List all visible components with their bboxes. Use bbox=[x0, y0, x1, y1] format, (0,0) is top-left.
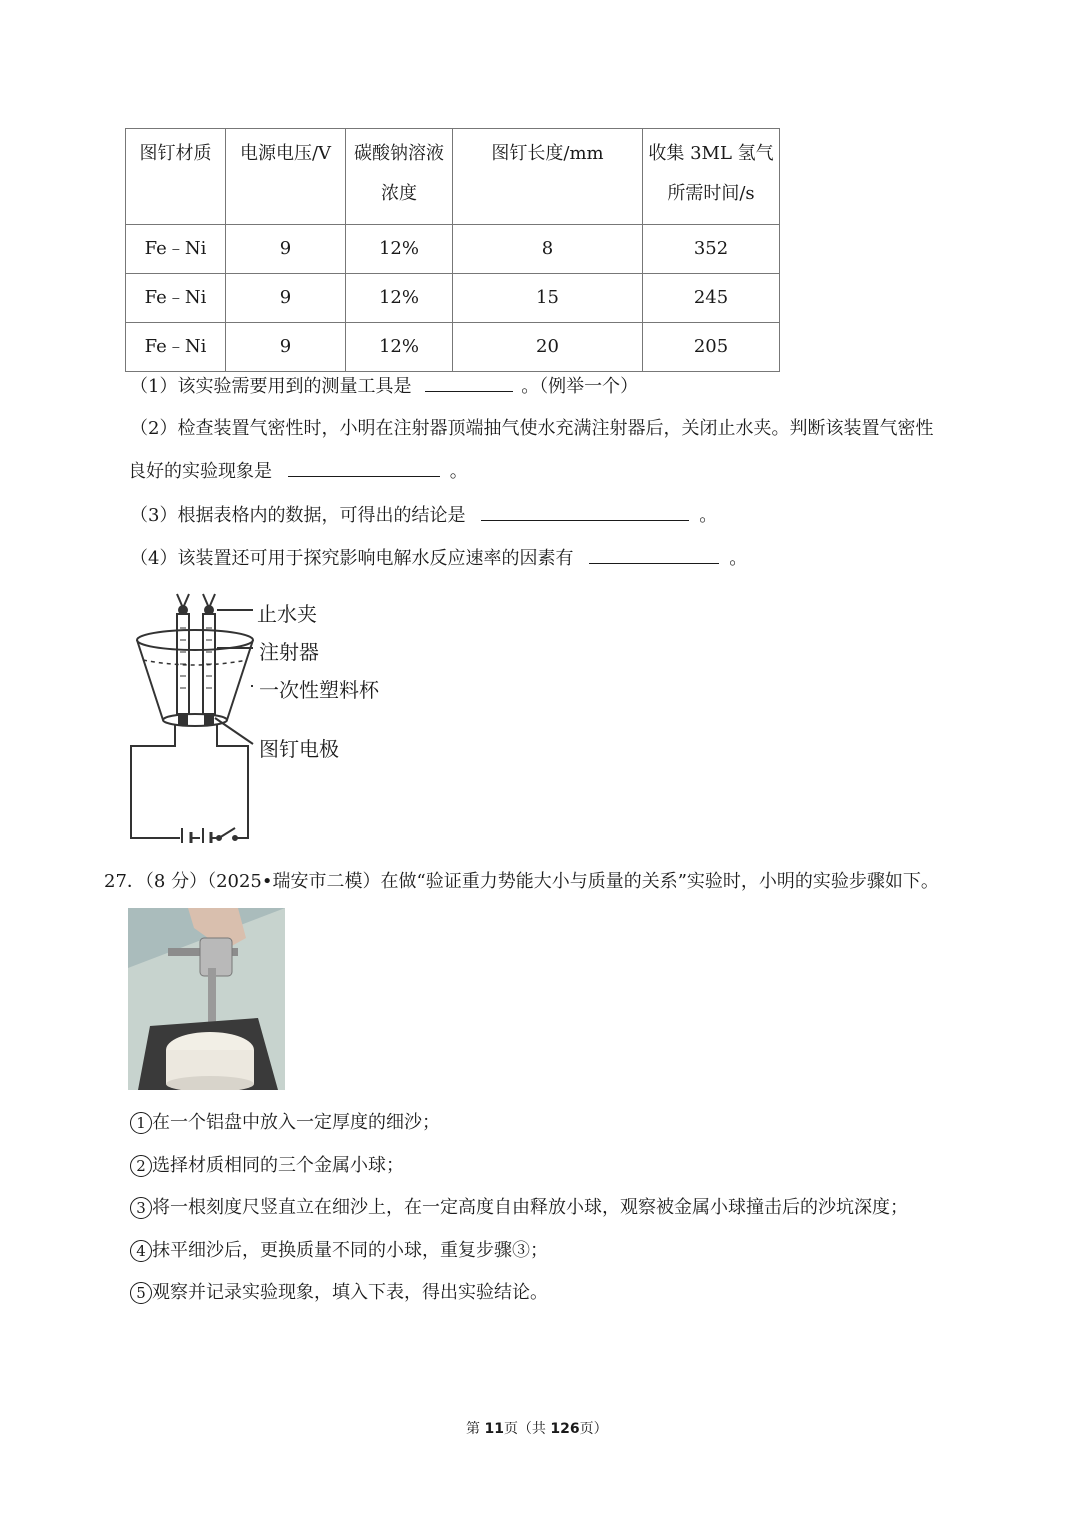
table-row bbox=[126, 225, 780, 274]
table-header-row bbox=[126, 129, 780, 225]
step-number-circle: 1 bbox=[130, 1112, 152, 1134]
table-cell: Fe﹣Ni bbox=[126, 274, 226, 323]
table-cell: 9 bbox=[226, 274, 346, 323]
answer-blank-4[interactable] bbox=[589, 545, 719, 564]
header-cell-time: 收集 3ML 氢气 所需时间/s bbox=[643, 129, 780, 225]
table-cell: 352 bbox=[643, 225, 780, 274]
question-1: （1）该实验需要用到的测量工具是 。（例举一个） bbox=[130, 373, 638, 400]
step-5: 5 观察并记录实验现象，填入下表，得出实验结论。 bbox=[130, 1280, 548, 1306]
question-2-line-2: 良好的实验现象是 。 bbox=[128, 458, 468, 485]
table-cell: 205 bbox=[643, 323, 780, 372]
step-3: 3 将一根刻度尺竖直立在细沙上，在一定高度自由释放小球，观察被金属小球撞击后的沙坑深度； bbox=[130, 1195, 908, 1221]
table-cell: 15 bbox=[453, 274, 643, 323]
table-cell: 20 bbox=[453, 323, 643, 372]
photo-drawing bbox=[128, 908, 285, 1090]
label-clip: 止水夹 bbox=[257, 602, 317, 626]
table-cell: 9 bbox=[226, 323, 346, 372]
table-row bbox=[126, 323, 780, 372]
table-cell: 12% bbox=[346, 225, 453, 274]
page-number: 11 bbox=[484, 1421, 504, 1437]
step-number-circle: 4 bbox=[130, 1240, 152, 1262]
problem-27-intro: 27．（8 分）（2025•瑞安市二模）在做“验证重力势能大小与质量的关系”实验时，小明的实验步骤如下。 bbox=[104, 871, 939, 892]
answer-blank-2[interactable] bbox=[288, 458, 440, 477]
experiment-table bbox=[125, 128, 780, 372]
header-cell-concentration: 碳酸钠溶液 浓度 bbox=[346, 129, 453, 225]
label-cup: 一次性塑料杯 bbox=[259, 678, 379, 702]
step-2: 2 选择材质相同的三个金属小球； bbox=[130, 1153, 404, 1179]
experiment-photo bbox=[128, 908, 285, 1090]
page-total: 126 bbox=[550, 1421, 580, 1437]
table-row bbox=[126, 274, 780, 323]
question-4: （4）该装置还可用于探究影响电解水反应速率的因素有 。 bbox=[130, 545, 747, 572]
step-number-circle: 5 bbox=[130, 1282, 152, 1304]
step-1: 1 在一个铝盘中放入一定厚度的细沙； bbox=[130, 1110, 440, 1136]
label-electrode: 图钉电极 bbox=[259, 737, 339, 761]
table-cell: 12% bbox=[346, 274, 453, 323]
step-number-circle: 2 bbox=[130, 1155, 152, 1177]
header-cell-voltage: 电源电压/V bbox=[226, 129, 346, 225]
label-syringe: 注射器 bbox=[259, 640, 319, 664]
table-cell: 12% bbox=[346, 323, 453, 372]
header-cell-length: 图钉长度/mm bbox=[453, 129, 643, 225]
table-cell: 9 bbox=[226, 225, 346, 274]
table-cell: Fe﹣Ni bbox=[126, 225, 226, 274]
answer-blank-3[interactable] bbox=[481, 502, 689, 521]
header-cell-material: 图钉材质 bbox=[126, 129, 226, 225]
apparatus-diagram bbox=[125, 588, 395, 843]
table-cell: 8 bbox=[453, 225, 643, 274]
table-cell: Fe﹣Ni bbox=[126, 323, 226, 372]
page-footer: 第 11页（共 126页） bbox=[466, 1421, 608, 1437]
question-3: （3）根据表格内的数据，可得出的结论是 。 bbox=[130, 502, 717, 529]
table-cell: 245 bbox=[643, 274, 780, 323]
answer-blank-1[interactable] bbox=[425, 373, 513, 392]
step-4: 4 抹平细沙后，更换质量不同的小球，重复步骤③； bbox=[130, 1238, 548, 1264]
question-2-line-1: （2）检查装置气密性时，小明在注射器顶端抽气使水充满注射器后，关闭止水夹。判断该装置气密性 bbox=[130, 418, 934, 439]
step-number-circle: 3 bbox=[130, 1197, 152, 1219]
